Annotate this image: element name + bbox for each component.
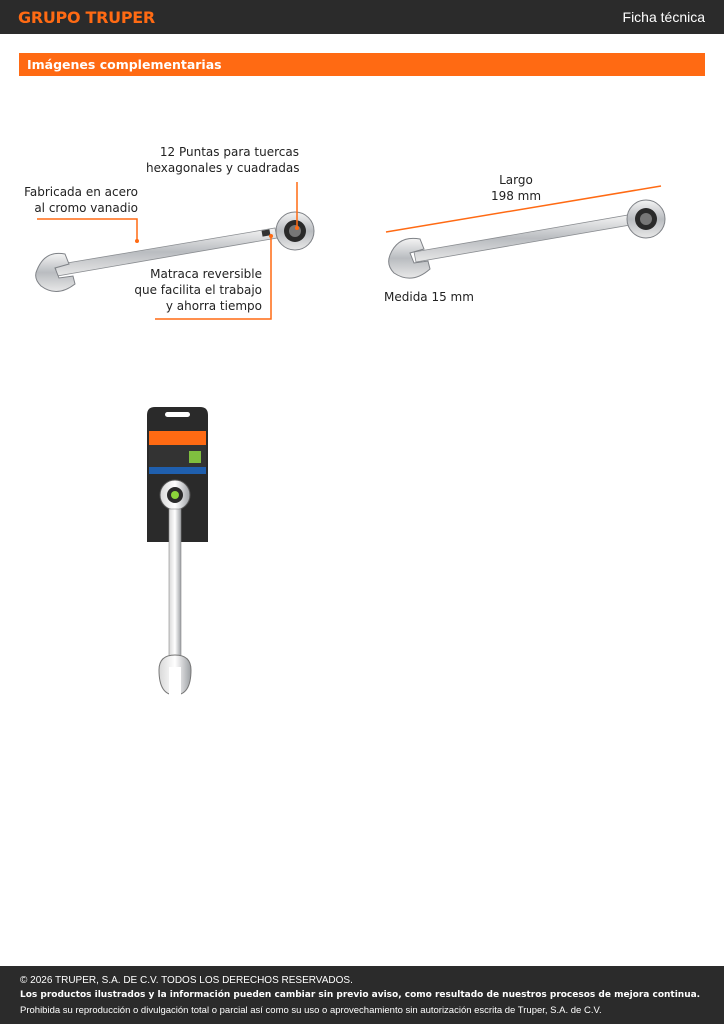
footer-prohibition: Prohibida su reproducción o divulgación total o parcial así como su uso o aprovechamiento sin autorización escrita de Truper, S.A. de C.V. [20, 1005, 602, 1016]
document-type: Ficha técnica [622, 9, 705, 25]
section-header [19, 53, 705, 76]
top-bar [0, 0, 724, 34]
packaged-wrench-image [145, 405, 210, 700]
callout-dot [295, 226, 299, 230]
callout-dot [269, 234, 273, 238]
brand-logo: GRUPO TRUPER [18, 8, 155, 27]
section-title: Imágenes complementarias [27, 57, 222, 72]
footer [0, 966, 724, 1024]
callout-material-text: Fabricada en acero al cromo vanadio [24, 185, 138, 215]
callout-ratchet-text: Matraca reversible que facilita el trabajo y ahorra tiempo [134, 267, 262, 313]
footer-copyright: © 2026 TRUPER, S.A. DE C.V. TODOS LOS DERECHOS RESERVADOS. [20, 975, 353, 986]
wrench-image [389, 200, 665, 278]
length-value: 198 mm [490, 189, 542, 203]
length-label: Largo [499, 173, 533, 187]
footer-notice: Los productos ilustrados y la información pueden cambiar sin previo aviso, como resultado de nuestros procesos de mejora continua. [20, 990, 701, 1000]
size-label: Medida 15 mm [384, 290, 474, 304]
callout-dot [135, 239, 139, 243]
callout-tips-text: 12 Puntas para tuercas hexagonales y cuadradas [146, 145, 300, 175]
